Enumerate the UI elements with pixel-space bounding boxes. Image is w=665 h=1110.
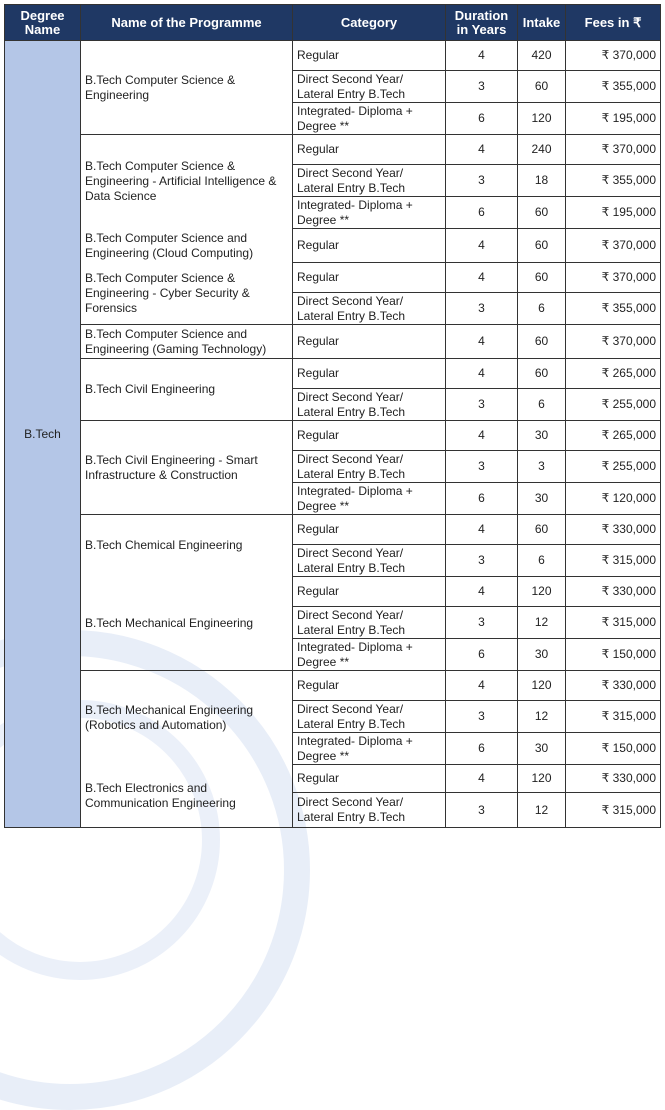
fees-cell: ₹ 370,000 [566, 325, 661, 359]
duration-cell: 6 [446, 103, 518, 135]
duration-cell: 3 [446, 793, 518, 828]
duration-cell: 3 [446, 451, 518, 483]
header-programme: Name of the Programme [81, 5, 293, 41]
duration-cell: 4 [446, 671, 518, 701]
intake-cell: 60 [518, 515, 566, 545]
programme-cell: B.Tech Computer Science & Engineering - Artificial Intelligence & Data Science [81, 135, 293, 229]
fees-table [4, 4, 661, 828]
duration-cell: 4 [446, 41, 518, 71]
fees-cell: ₹ 315,000 [566, 701, 661, 733]
fees-cell: ₹ 370,000 [566, 41, 661, 71]
intake-cell: 60 [518, 359, 566, 389]
fees-cell: ₹ 195,000 [566, 103, 661, 135]
table-row [5, 671, 661, 701]
fees-cell: ₹ 330,000 [566, 515, 661, 545]
duration-cell: 6 [446, 483, 518, 515]
duration-cell: 6 [446, 197, 518, 229]
category-cell: Direct Second Year/ Lateral Entry B.Tech [293, 451, 446, 483]
programme-cell: B.Tech Computer Science & Engineering [81, 41, 293, 135]
category-cell: Integrated- Diploma + Degree ** [293, 733, 446, 765]
intake-cell: 3 [518, 451, 566, 483]
intake-cell: 60 [518, 229, 566, 263]
category-cell: Integrated- Diploma + Degree ** [293, 483, 446, 515]
intake-cell: 12 [518, 793, 566, 828]
fees-cell: ₹ 315,000 [566, 793, 661, 828]
fees-cell: ₹ 150,000 [566, 639, 661, 671]
duration-cell: 3 [446, 293, 518, 325]
intake-cell: 60 [518, 197, 566, 229]
degree-name-cell: B.Tech [5, 41, 81, 828]
fees-cell: ₹ 355,000 [566, 71, 661, 103]
fees-cell: ₹ 355,000 [566, 165, 661, 197]
programme-cell: B.Tech Computer Science & Engineering - Cyber Security & Forensics [81, 263, 293, 325]
header-duration: Duration in Years [446, 5, 518, 41]
category-cell: Regular [293, 325, 446, 359]
intake-cell: 6 [518, 293, 566, 325]
intake-cell: 120 [518, 103, 566, 135]
header-category: Category [293, 5, 446, 41]
intake-cell: 120 [518, 577, 566, 607]
programme-cell: B.Tech Electronics and Communication Engineering [81, 765, 293, 828]
duration-cell: 3 [446, 607, 518, 639]
table-row [5, 765, 661, 793]
fees-cell: ₹ 195,000 [566, 197, 661, 229]
duration-cell: 6 [446, 639, 518, 671]
fees-cell: ₹ 330,000 [566, 577, 661, 607]
category-cell: Direct Second Year/ Lateral Entry B.Tech [293, 793, 446, 828]
category-cell: Integrated- Diploma + Degree ** [293, 197, 446, 229]
intake-cell: 30 [518, 483, 566, 515]
duration-cell: 4 [446, 765, 518, 793]
header-degree-name: Degree Name [5, 5, 81, 41]
intake-cell: 240 [518, 135, 566, 165]
programme-cell: B.Tech Chemical Engineering [81, 515, 293, 577]
duration-cell: 6 [446, 733, 518, 765]
category-cell: Direct Second Year/ Lateral Entry B.Tech [293, 293, 446, 325]
category-cell: Regular [293, 135, 446, 165]
programme-cell: B.Tech Computer Science and Engineering (Cloud Computing) [81, 229, 293, 263]
intake-cell: 120 [518, 765, 566, 793]
duration-cell: 4 [446, 263, 518, 293]
category-cell: Regular [293, 421, 446, 451]
category-cell: Regular [293, 41, 446, 71]
duration-cell: 4 [446, 421, 518, 451]
intake-cell: 18 [518, 165, 566, 197]
fees-cell: ₹ 330,000 [566, 671, 661, 701]
programme-cell: B.Tech Civil Engineering - Smart Infrastructure & Construction [81, 421, 293, 515]
intake-cell: 30 [518, 733, 566, 765]
category-cell: Integrated- Diploma + Degree ** [293, 103, 446, 135]
fees-cell: ₹ 330,000 [566, 765, 661, 793]
category-cell: Regular [293, 577, 446, 607]
category-cell: Direct Second Year/ Lateral Entry B.Tech [293, 165, 446, 197]
intake-cell: 12 [518, 607, 566, 639]
table-row [5, 325, 661, 359]
intake-cell: 30 [518, 421, 566, 451]
duration-cell: 3 [446, 545, 518, 577]
table-row [5, 577, 661, 607]
intake-cell: 60 [518, 71, 566, 103]
intake-cell: 120 [518, 671, 566, 701]
category-cell: Regular [293, 515, 446, 545]
duration-cell: 3 [446, 389, 518, 421]
intake-cell: 60 [518, 325, 566, 359]
duration-cell: 4 [446, 135, 518, 165]
fees-cell: ₹ 255,000 [566, 389, 661, 421]
header-fees: Fees in ₹ [566, 5, 661, 41]
table-row [5, 41, 661, 71]
intake-cell: 30 [518, 639, 566, 671]
category-cell: Regular [293, 263, 446, 293]
intake-cell: 60 [518, 263, 566, 293]
fees-cell: ₹ 265,000 [566, 359, 661, 389]
category-cell: Direct Second Year/ Lateral Entry B.Tech [293, 607, 446, 639]
fees-cell: ₹ 150,000 [566, 733, 661, 765]
duration-cell: 3 [446, 165, 518, 197]
category-cell: Regular [293, 765, 446, 793]
fees-cell: ₹ 370,000 [566, 135, 661, 165]
duration-cell: 3 [446, 701, 518, 733]
category-cell: Direct Second Year/ Lateral Entry B.Tech [293, 389, 446, 421]
category-cell: Regular [293, 359, 446, 389]
category-cell: Integrated- Diploma + Degree ** [293, 639, 446, 671]
table-row [5, 359, 661, 389]
programme-cell: B.Tech Civil Engineering [81, 359, 293, 421]
fees-cell: ₹ 370,000 [566, 263, 661, 293]
intake-cell: 6 [518, 545, 566, 577]
duration-cell: 4 [446, 577, 518, 607]
duration-cell: 3 [446, 71, 518, 103]
duration-cell: 4 [446, 325, 518, 359]
fees-cell: ₹ 265,000 [566, 421, 661, 451]
programme-cell: B.Tech Mechanical Engineering (Robotics and Automation) [81, 671, 293, 765]
programme-cell: B.Tech Mechanical Engineering [81, 577, 293, 671]
programme-cell: B.Tech Computer Science and Engineering (Gaming Technology) [81, 325, 293, 359]
duration-cell: 4 [446, 229, 518, 263]
fees-cell: ₹ 120,000 [566, 483, 661, 515]
category-cell: Regular [293, 671, 446, 701]
category-cell: Direct Second Year/ Lateral Entry B.Tech [293, 701, 446, 733]
intake-cell: 420 [518, 41, 566, 71]
fees-cell: ₹ 370,000 [566, 229, 661, 263]
table-row [5, 263, 661, 293]
intake-cell: 12 [518, 701, 566, 733]
intake-cell: 6 [518, 389, 566, 421]
fees-cell: ₹ 355,000 [566, 293, 661, 325]
table-row [5, 229, 661, 263]
table-row [5, 515, 661, 545]
category-cell: Direct Second Year/ Lateral Entry B.Tech [293, 545, 446, 577]
category-cell: Regular [293, 229, 446, 263]
fees-cell: ₹ 315,000 [566, 607, 661, 639]
table-row [5, 421, 661, 451]
duration-cell: 4 [446, 359, 518, 389]
header-intake: Intake [518, 5, 566, 41]
table-row [5, 135, 661, 165]
category-cell: Direct Second Year/ Lateral Entry B.Tech [293, 71, 446, 103]
fees-cell: ₹ 255,000 [566, 451, 661, 483]
fees-cell: ₹ 315,000 [566, 545, 661, 577]
duration-cell: 4 [446, 515, 518, 545]
header-row [5, 5, 661, 41]
